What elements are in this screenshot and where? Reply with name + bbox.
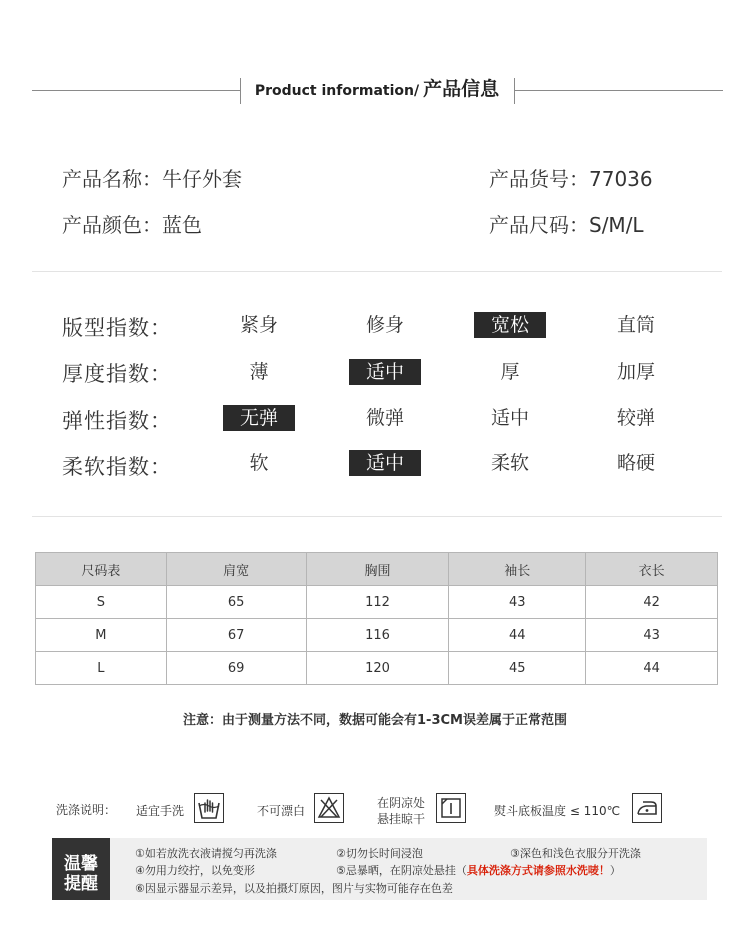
reminder-item-3: ③深色和浅色衣服分开洗涤 xyxy=(510,847,641,860)
table-row xyxy=(36,619,718,652)
table-cell: 42 xyxy=(586,586,718,619)
size-table-header: 衣长 xyxy=(586,553,718,586)
product-name-value: 牛仔外套 xyxy=(162,167,242,191)
reminder-item-1: ①如若放洗衣液请搅匀再洗涤 xyxy=(135,847,277,860)
reminder-item-5-text: ⑤忌暴晒，在阴凉处悬挂（ xyxy=(336,864,467,877)
index-option: 适中 xyxy=(349,450,421,476)
wash-text-dry-line1: 在阴凉处 xyxy=(377,796,426,810)
wash-label: 洗涤说明： xyxy=(56,803,117,817)
product-size-label: 产品尺码： xyxy=(489,213,589,237)
wash-text-hand: 适宜手洗 xyxy=(136,804,185,818)
size-table-header: 胸围 xyxy=(306,553,449,586)
section-title-en: Product information/ xyxy=(254,83,420,99)
hand-wash-icon xyxy=(194,793,224,823)
product-name-label: 产品名称： xyxy=(62,167,162,191)
table-cell: 65 xyxy=(166,586,306,619)
index-option: 较弹 xyxy=(616,407,655,429)
table-cell: 44 xyxy=(586,652,718,685)
wash-text-dry-line2: 悬挂晾干 xyxy=(377,812,426,826)
product-size xyxy=(489,209,644,238)
reminder-warning: 具体洗涤方式请参照水洗唛！ xyxy=(466,864,610,877)
index-option: 无弹 xyxy=(223,405,295,431)
reminder-tag-line1: 温馨 xyxy=(64,854,98,874)
line-dry-shade-icon xyxy=(436,793,466,823)
size-table-header: 肩宽 xyxy=(166,553,306,586)
table-cell: 43 xyxy=(586,619,718,652)
table-cell: 44 xyxy=(449,619,586,652)
index-option: 适中 xyxy=(349,359,421,385)
product-code xyxy=(489,163,653,192)
table-cell: 120 xyxy=(306,652,449,685)
reminder-tag-line2: 提醒 xyxy=(64,874,98,894)
table-cell: 116 xyxy=(306,619,449,652)
index-option: 适中 xyxy=(490,407,529,429)
table-cell: 45 xyxy=(449,652,586,685)
reminder-item-5-close: ） xyxy=(609,864,621,877)
index-label: 柔软指数： xyxy=(62,455,172,479)
table-cell: 112 xyxy=(306,586,449,619)
index-option: 宽松 xyxy=(474,312,546,338)
wash-text-no-bleach: 不可漂白 xyxy=(257,804,306,818)
divider-middle xyxy=(32,516,722,517)
reminder-item-5 xyxy=(336,862,621,878)
index-option: 修身 xyxy=(365,314,404,336)
product-color-value: 蓝色 xyxy=(162,213,202,237)
index-label: 弹性指数： xyxy=(62,409,172,433)
reminder-tag xyxy=(52,838,110,900)
table-cell: 69 xyxy=(166,652,306,685)
measurement-note: 注意：由于测量方法不同，数据可能会有1-3CM误差属于正常范围 xyxy=(183,713,567,728)
divider-top xyxy=(32,271,722,272)
section-title xyxy=(240,74,514,101)
header-line-right xyxy=(514,90,723,91)
product-color xyxy=(62,209,202,238)
index-option: 薄 xyxy=(249,361,269,383)
index-option: 略硬 xyxy=(616,452,655,474)
size-table-header: 袖长 xyxy=(449,553,586,586)
index-option: 微弹 xyxy=(365,407,404,429)
index-option: 软 xyxy=(249,452,269,474)
product-code-value: 77036 xyxy=(589,167,653,191)
table-row xyxy=(36,652,718,685)
reminder-item-2: ②切勿长时间浸泡 xyxy=(336,847,423,860)
product-name xyxy=(62,163,242,192)
table-row xyxy=(36,586,718,619)
product-code-label: 产品货号： xyxy=(489,167,589,191)
wash-text-iron: 熨斗底板温度 ≤ 110℃ xyxy=(494,804,621,818)
table-cell: M xyxy=(36,619,167,652)
product-size-value: S/M/L xyxy=(589,213,644,237)
reminder-item-6: ⑥因显示器显示差异，以及拍摄灯原因，图片与实物可能存在色差 xyxy=(135,882,453,895)
index-option: 直筒 xyxy=(616,314,655,336)
product-color-label: 产品颜色： xyxy=(62,213,162,237)
section-title-cn: 产品信息 xyxy=(423,78,500,100)
index-option: 紧身 xyxy=(239,314,278,336)
table-cell: L xyxy=(36,652,167,685)
table-cell: 67 xyxy=(166,619,306,652)
header-tick-right xyxy=(514,78,515,104)
table-cell: S xyxy=(36,586,167,619)
index-option: 加厚 xyxy=(616,361,655,383)
index-label: 版型指数： xyxy=(62,316,172,340)
table-cell: 43 xyxy=(449,586,586,619)
index-option: 厚 xyxy=(500,361,520,383)
no-bleach-icon xyxy=(314,793,344,823)
index-label: 厚度指数： xyxy=(62,362,172,386)
header-line-left xyxy=(32,90,240,91)
size-table-header-row xyxy=(36,553,718,586)
reminder-item-4: ④勿用力绞拧，以免变形 xyxy=(135,864,255,877)
size-table xyxy=(35,552,718,685)
iron-icon xyxy=(632,793,662,823)
size-table-header: 尺码表 xyxy=(36,553,167,586)
index-option: 柔软 xyxy=(490,452,529,474)
